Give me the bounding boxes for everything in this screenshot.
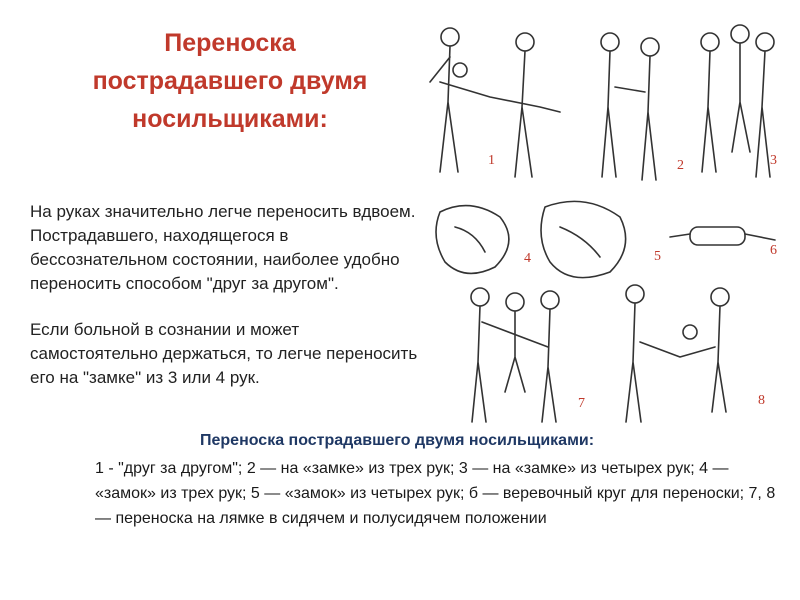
title-line-1: Переноска bbox=[164, 29, 296, 57]
figure-number-4: 4 bbox=[524, 251, 531, 266]
figure-3-drawing bbox=[701, 25, 774, 177]
figure-4-drawing bbox=[436, 206, 509, 274]
title-line-3: носильщиками: bbox=[132, 105, 328, 133]
body-paragraph-1: На руках значительно легче переносить вдвоем. Пострадавшего, находящегося в бессознательном состоянии, наиболее удобно переносить способом "друг за другом". bbox=[30, 202, 416, 293]
figure-number-8: 8 bbox=[758, 393, 765, 408]
page-title bbox=[40, 24, 420, 138]
title-line-2: пострадавшего двумя bbox=[92, 67, 368, 95]
figure-6-drawing bbox=[670, 227, 775, 245]
figure-1-drawing bbox=[430, 28, 560, 177]
figure-8-drawing bbox=[626, 285, 729, 422]
figure-number-1: 1 bbox=[488, 153, 495, 168]
body-text bbox=[30, 200, 430, 412]
figure-number-6: 6 bbox=[770, 243, 777, 258]
caption-title: Переноска пострадавшего двумя носильщиками: bbox=[200, 432, 595, 449]
figure-5-drawing bbox=[541, 201, 626, 277]
figure-number-5: 5 bbox=[654, 249, 661, 264]
carrying-methods-illustration bbox=[420, 12, 790, 432]
caption-text: 1 - "друг за другом"; 2 — на «замке» из трех рук; 3 — на «замке» из четырех рук; 4 — «замок» из трех рук; 5 — «замок» из четырех рук; б — веревочный круг для переноски; 7, 8 — переноска на лямке в сидячем и полусидячем положении bbox=[95, 460, 776, 527]
body-paragraph-2: Если больной в сознании и может самостоятельно держаться, то легче переносить его на "замке" из 3 или 4 рук. bbox=[30, 320, 418, 387]
figure-number-3: 3 bbox=[770, 153, 777, 168]
figure-2-drawing bbox=[601, 33, 659, 180]
figure-number-7: 7 bbox=[578, 396, 585, 411]
figure-number-2: 2 bbox=[677, 158, 684, 173]
illustration-panel bbox=[420, 12, 790, 432]
figure-7-drawing bbox=[471, 288, 559, 422]
